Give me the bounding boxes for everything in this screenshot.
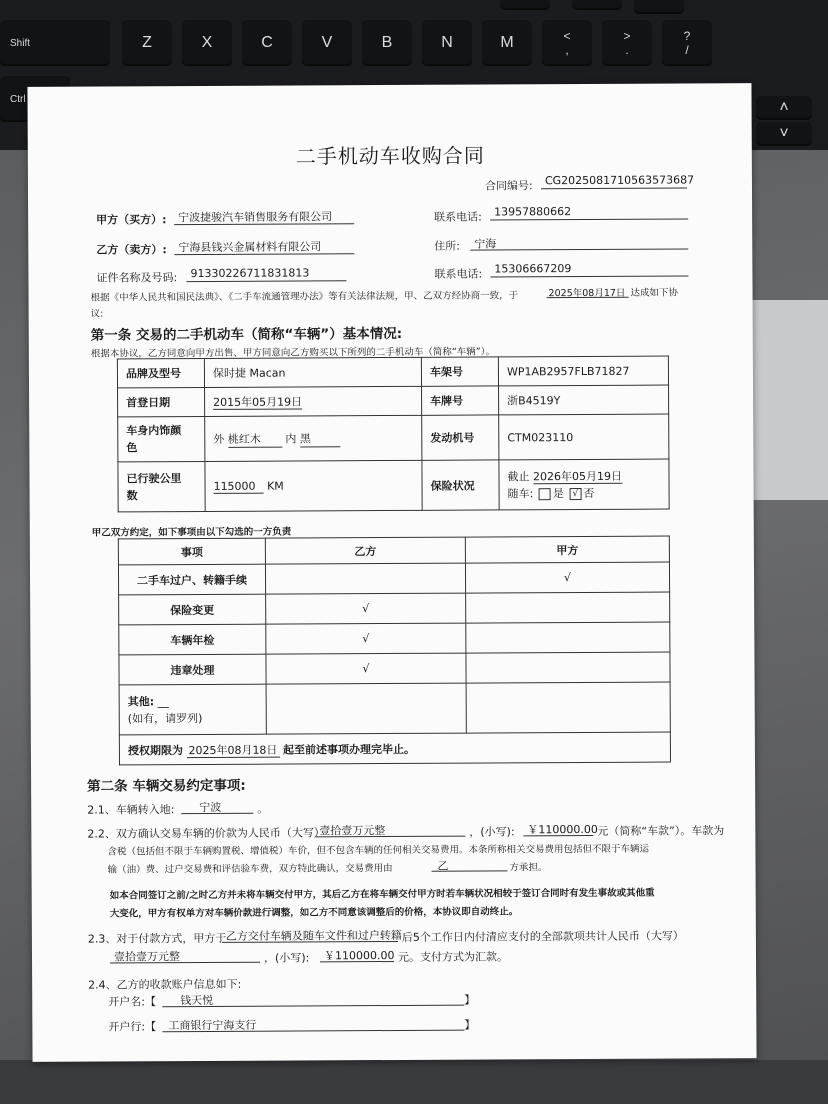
engine-value: CTM023110 xyxy=(499,414,669,460)
vin-label: 车架号 xyxy=(421,357,498,386)
key-c: C xyxy=(242,20,292,66)
key-l xyxy=(572,0,622,10)
yes-label: 是 xyxy=(552,486,564,500)
yes-checkbox[interactable] xyxy=(539,488,551,500)
no-checkbox[interactable]: √ xyxy=(569,488,581,500)
key-slash-bottom: / xyxy=(685,43,689,57)
adjustment-clause-line-2: 大变化，甲方有权单方对车辆价款进行调整，如乙方不同意该调整后的价格，本协议即自动终止。 xyxy=(109,906,519,920)
duty-other-cell xyxy=(119,684,266,735)
engine-label: 发动机号 xyxy=(422,415,499,460)
duty-other-label: 其他: xyxy=(127,694,155,708)
exterior-color: 桃红木 xyxy=(228,430,282,447)
duty-violations-b: √ xyxy=(266,653,466,684)
contract-document xyxy=(27,83,756,1062)
clause-2-3-lower: ￥110000.00 xyxy=(323,948,395,963)
color-label xyxy=(118,416,205,461)
duty-deadline-tail: 起至前述事项办理完毕止。 xyxy=(282,742,415,757)
clause-2-3-text-end: 元。支付方式为汇款。 xyxy=(397,950,509,964)
mileage-value: 115000 xyxy=(214,479,264,493)
bank-label: 开户行:【 xyxy=(108,1020,157,1034)
contract-no-underline xyxy=(541,187,687,189)
bank-underline xyxy=(162,1030,464,1033)
clause-2-3-lower-label: ，(小写): xyxy=(263,951,310,965)
clause-2-3-condition: 乙方交付车辆及随车文件和过户转籍 xyxy=(225,928,402,943)
duty-intro: 甲乙双方约定，如下事项由以下勾选的一方负责 xyxy=(91,526,292,539)
duty-deadline-date: 2025年08月18日 xyxy=(186,743,279,757)
price-upper: 壹拾壹万元整 xyxy=(319,824,386,838)
duty-inspection-a xyxy=(466,622,670,653)
duty-insurance-b: √ xyxy=(266,593,466,624)
key-comma-bottom: , xyxy=(565,43,569,57)
key-k xyxy=(500,0,550,10)
bank-bracket: 】 xyxy=(464,1018,476,1032)
key-semicolon xyxy=(634,0,684,14)
color-cell xyxy=(205,415,422,461)
clause-2-2-line-3-end: 方承担。 xyxy=(509,862,548,874)
party-b-name: 宁海县钱兴金属材料有限公司 xyxy=(178,240,322,255)
clause-2-3-upper: 壹拾壹万元整 xyxy=(113,950,181,964)
article-1-intro: 根据本协议，乙方同意向甲方出售、甲方同意向乙方购买以下所列的二手机动车（简称“车辆”）。 xyxy=(90,346,495,360)
party-b-address-label: 住所: xyxy=(434,239,461,253)
insurance-cell xyxy=(499,459,669,510)
mileage-cell xyxy=(205,460,422,511)
clause-2-3-text: 2.3、对于付款方式，甲方于 xyxy=(87,931,227,946)
insurance-until-prefix: 截止 xyxy=(507,469,530,483)
fee-bearer-underline xyxy=(432,870,508,871)
duty-violations-a xyxy=(466,652,670,683)
duty-col-party-b: 乙方 xyxy=(265,537,465,564)
account-name-label: 开户名:【 xyxy=(108,995,156,1009)
clause-2-1-underline xyxy=(181,813,253,814)
key-period xyxy=(602,20,652,66)
duty-row-inspection: 车辆年检 xyxy=(119,624,266,655)
key-m: M xyxy=(482,20,532,66)
party-b-phone: 15306667209 xyxy=(494,262,572,276)
party-a-underline xyxy=(174,223,354,225)
party-a-phone-label: 联系电话: xyxy=(434,210,482,224)
duty-deadline-cell xyxy=(119,732,670,765)
party-b-phone-label: 联系电话: xyxy=(434,267,483,281)
party-a-name: 宁波捷骏汽车销售服务有限公司 xyxy=(178,210,333,225)
key-slash xyxy=(662,20,712,66)
article-2-title: 第二条 车辆交易约定事项: xyxy=(87,777,246,795)
mileage-label-line-1: 已行驶公里 xyxy=(126,471,182,485)
color-label-line-2: 色 xyxy=(126,441,138,455)
clause-2-1-label: 2.1、车辆转入地: xyxy=(87,803,175,817)
insurance-until-date: 2026年05月19日 xyxy=(532,469,623,483)
reg-date-cell xyxy=(205,386,422,416)
clause-2-1-end: 。 xyxy=(257,802,269,816)
id-number-underline xyxy=(186,280,346,282)
duty-row-insurance: 保险变更 xyxy=(119,594,266,625)
shift-key: Shift xyxy=(0,20,110,66)
color-label-line-1: 车身内饰颜 xyxy=(126,424,182,438)
clause-2-2-line-3: 输（油）费、过户交易费和评估验车费，双方特此确认，交易费用由 xyxy=(107,863,393,876)
id-number: 91330226711831813 xyxy=(190,266,310,281)
duty-inspection-b: √ xyxy=(266,623,466,654)
contract-no: CG2025081710563573687 xyxy=(544,173,695,188)
duty-col-party-a: 甲方 xyxy=(465,536,669,563)
brand-value: 保时捷 Macan xyxy=(204,357,421,387)
mileage-label xyxy=(118,461,205,511)
clause-2-1-value: 宁波 xyxy=(199,800,222,815)
price-upper-underline xyxy=(315,836,465,838)
no-label: 否 xyxy=(583,486,595,500)
duty-row-transfer: 二手车过户、转籍手续 xyxy=(118,564,265,595)
party-b-address: 宁海 xyxy=(474,237,497,251)
mileage-label-line-2: 数 xyxy=(126,488,138,502)
arrow-up-key: ˄ xyxy=(756,96,812,120)
reg-date-label: 首登日期 xyxy=(118,387,205,416)
clause-2-2-line-2: 含税（包括但不限于车辆购置税、增值税）车价，但不包含车辆的任何相关交易费用。本条所称相关交易费用包括但不限于车辆运 xyxy=(107,843,649,858)
duty-row-violations: 违章处理 xyxy=(119,654,266,685)
duty-insurance-a xyxy=(466,592,670,623)
party-a-phone-underline xyxy=(490,218,688,220)
duty-transfer-b xyxy=(265,563,465,594)
duty-transfer-a: √ xyxy=(465,562,669,593)
ctrl-key: Ctrl xyxy=(0,76,70,122)
fee-bearer: 乙 xyxy=(437,859,449,873)
reg-date-value: 2015年05月19日 xyxy=(213,395,303,409)
arrow-down-key: ˅ xyxy=(756,122,812,146)
key-period-bottom: . xyxy=(625,43,629,57)
brand-label: 品牌及型号 xyxy=(117,358,204,387)
id-label: 证件名称及号码: xyxy=(96,271,178,285)
vin-value: WP1AB2957FLB71827 xyxy=(498,356,668,386)
duty-other-a xyxy=(466,682,670,733)
duty-other-blank: __ xyxy=(157,694,169,708)
clause-2-3-text-mid: 后5个工作日内付清应支付的全部款项共计人民币（大写） xyxy=(401,929,684,944)
plate-label: 车牌号 xyxy=(422,386,499,415)
clause-2-2-text-end: 元（简称“车款”）。车款为 xyxy=(597,824,725,838)
vehicle-info-table xyxy=(117,356,670,513)
article-1-title: 第一条 交易的二手机动车（简称“车辆”）基本情况: xyxy=(90,325,403,344)
plate-value: 浙B4519Y xyxy=(499,385,669,415)
key-b: B xyxy=(362,20,412,66)
key-period-top: > xyxy=(623,29,631,43)
basis-date: 2025年08月17日 xyxy=(548,287,626,300)
party-a-label: 甲方（买方）: xyxy=(96,213,167,227)
bank-name: 工商银行宁海支行 xyxy=(168,1018,257,1033)
account-name-underline xyxy=(162,1005,464,1008)
interior-prefix: 内 xyxy=(285,431,297,446)
duty-deadline-label: 授权期限为 xyxy=(127,743,183,757)
party-b-label: 乙方（卖方）: xyxy=(96,243,167,257)
clause-2-3-upper-underline xyxy=(110,962,260,964)
key-n: N xyxy=(422,20,472,66)
party-a-phone: 13957880662 xyxy=(494,205,572,219)
key-v: V xyxy=(302,20,352,66)
document-title: 二手机动车收购合同 xyxy=(295,143,485,169)
duty-col-item: 事项 xyxy=(118,538,265,565)
key-comma-top: < xyxy=(563,29,571,43)
mileage-unit: KM xyxy=(267,479,284,493)
duty-table xyxy=(118,536,671,766)
contract-no-label: 合同编号: xyxy=(484,179,533,193)
basis-text-end: 达成如下协 xyxy=(630,287,679,299)
basis-text-2: 议: xyxy=(90,308,104,320)
account-name-bracket: 】 xyxy=(464,993,476,1007)
adjustment-clause-line-1: 如本合同签订之前/之时乙方并未将车辆交付甲方，其后乙方在将车辆交付甲方时若车辆状况相较于签订合同时有发生事故或其他重 xyxy=(109,887,655,902)
clause-2-4-text: 2.4、乙方的收款账户信息如下: xyxy=(88,977,242,992)
duty-other-b xyxy=(266,683,466,734)
key-z: Z xyxy=(122,20,172,66)
exterior-prefix: 外 xyxy=(213,432,225,446)
basis-text: 根据《中华人民共和国民法典》、《二手车流通管理办法》等有关法律法规，甲、乙双方经协商一致，于 xyxy=(90,290,519,304)
interior-color: 黑 xyxy=(300,430,340,447)
insurance-label: 保险状况 xyxy=(422,460,499,510)
floor-area xyxy=(0,1060,828,1104)
duty-other-note: (如有，请罗列) xyxy=(127,711,203,725)
with-car-label: 随车: xyxy=(507,486,534,500)
party-b-address-underline xyxy=(470,248,688,250)
account-name: 钱天悦 xyxy=(180,993,214,1008)
party-b-phone-underline xyxy=(490,275,688,277)
key-slash-top: ? xyxy=(683,29,691,43)
clause-2-2-text: 2.2、双方确认交易车辆的价款为人民币（大写） xyxy=(87,826,325,841)
key-comma xyxy=(542,20,592,66)
price-lower: ￥110000.00 xyxy=(527,822,598,837)
key-x: X xyxy=(182,20,232,66)
clause-2-2-lower-label: ，(小写): xyxy=(469,825,515,839)
party-b-underline xyxy=(174,253,354,255)
